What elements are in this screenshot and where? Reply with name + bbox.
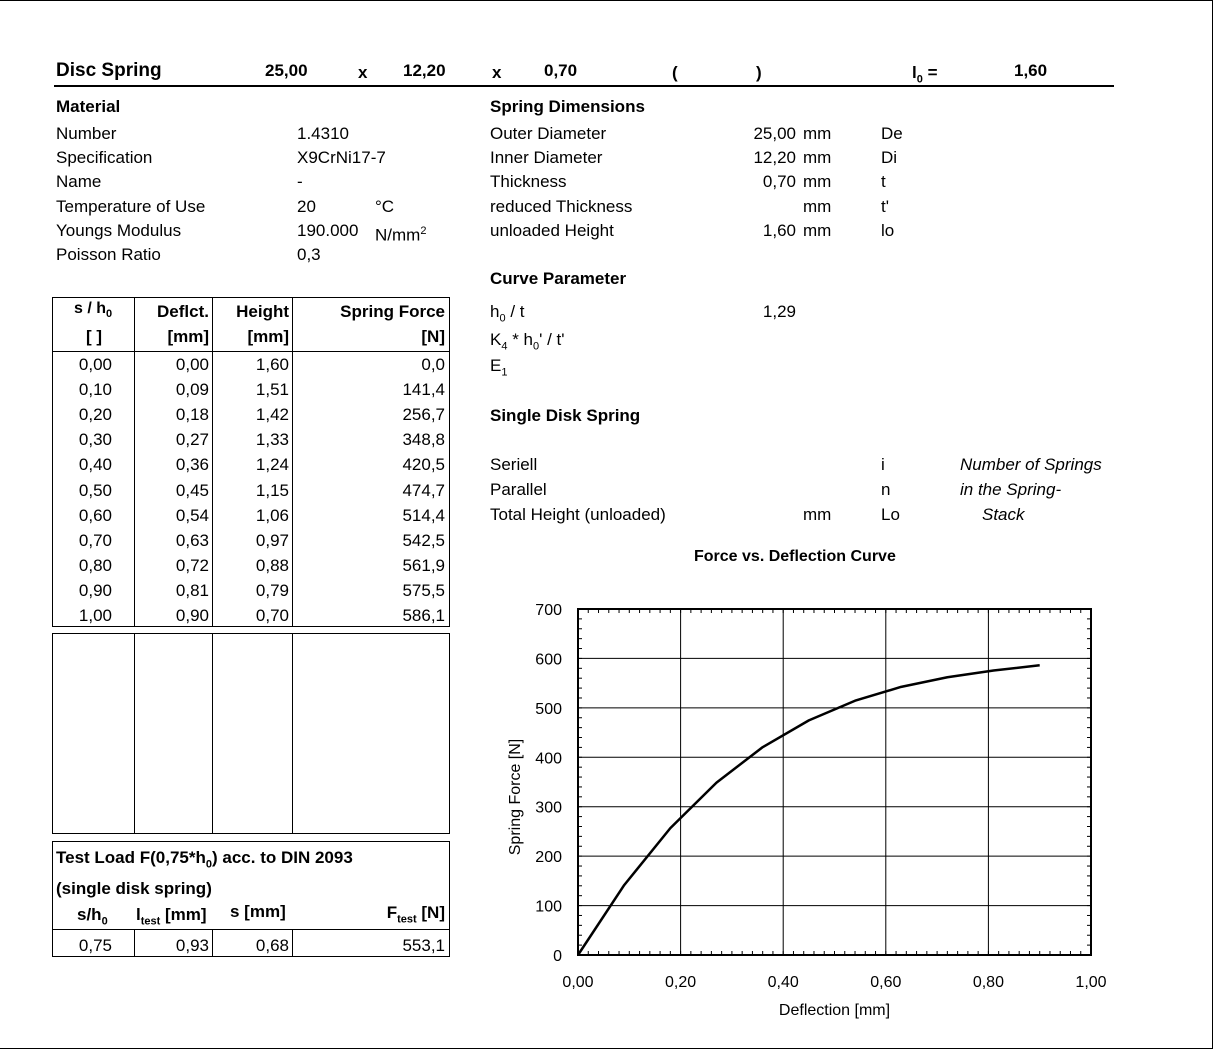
table-cell: 1,06 [255,505,289,525]
table-cell: 474,7 [402,480,445,500]
testload-value-ftest: 553,1 [402,936,445,955]
table-cell: 1,24 [255,455,289,475]
dimension-value: 0,70 [762,172,796,192]
table-cell: 420,5 [402,455,445,475]
table-cell: 0,36 [175,455,209,475]
single-symbol: n [881,480,891,499]
y-tick-label: 0 [553,948,562,965]
table-cell: 256,7 [402,405,445,425]
y-tick-label: 700 [535,602,562,619]
y-tick-label: 200 [535,849,562,867]
y-tick-label: 400 [535,750,562,768]
table-cell: 0,54 [175,505,209,525]
header-underline [54,85,1114,87]
testload-col-ftest: $F_{test}$ [N] [386,903,445,926]
table-cell: 348,8 [402,430,445,450]
table-cell: 0,18 [175,405,209,425]
dimension-unit: mm [803,196,832,216]
material-label: Youngs Modulus [56,220,182,240]
col-header-force: Spring Force [340,302,445,321]
table-cell: 0,0 [421,355,445,374]
table-cell: 0,72 [175,555,209,575]
material-heading: Material [56,97,121,116]
chart-title: Force vs. Deflection Curve [694,548,896,565]
header-outer: 25,00 [265,61,308,80]
col-header-deflection: Deflct. [157,302,209,321]
table-cell: 1,33 [255,430,289,450]
header-x1: x [358,63,368,82]
curve-e1-label: $E_1$ [490,356,508,379]
curve-h0t-value: 1,29 [762,302,796,321]
testload-title: Test Load $F(0,75*h_0)$ acc. to DIN 2093 [56,848,353,871]
testload-divider [52,929,450,930]
table-cell: 0,90 [175,606,209,625]
curve-heading: Curve Parameter [490,269,627,288]
curve-h0t-label: $h_0$ / t [490,302,525,325]
x-tick-label: 0,20 [665,974,697,991]
testload-value-s: 0,68 [255,936,289,955]
col-header-deflection-unit: [mm] [167,327,209,346]
dimension-symbol: De [881,124,903,143]
dimension-label: unloaded Height [490,220,614,240]
header-thickness: 0,70 [544,61,578,80]
table-cell: 0,40 [78,455,112,475]
x-tick-label: 0,40 [767,974,799,991]
dimension-symbol: Di [881,148,898,168]
dimension-label: Thickness [490,172,567,192]
table-cell: 0,00 [78,355,112,374]
dimension-symbol: t [881,172,886,192]
x-tick-label: 0,60 [870,974,902,991]
table-cell: 0,90 [78,580,112,600]
dimension-unit: mm [803,172,832,192]
dimension-unit: mm [803,148,832,168]
dimension-unit: mm [803,124,832,143]
material-value: 20 [297,196,316,216]
material-value: 1.4310 [297,124,349,143]
single-label: Total Height (unloaded) [490,505,666,524]
table-cell: 1,60 [255,355,289,374]
x-tick-label: 0,80 [972,974,1004,991]
material-value: X9CrNi17-7 [297,148,386,168]
testload-value-ltest: 0,93 [175,936,209,955]
x-tick-label: 0,00 [562,974,594,991]
table-cell: 0,70 [255,606,289,625]
dimension-label: Inner Diameter [490,148,603,168]
table-cell: 1,00 [78,606,112,625]
dimension-unit: mm [803,220,832,240]
col-header-s-h0: s / $h_0$ [74,300,113,321]
testload-col-ltest: $l_{test}$ [mm] [136,905,207,928]
col-header-force-unit: [N] [421,327,445,346]
table-cell: 0,27 [175,430,209,450]
table-cell: 0,45 [175,480,209,500]
table-cell: 0,30 [78,430,112,450]
dimension-value: 25,00 [753,124,796,143]
table-cell: 0,10 [78,380,112,400]
single-symbol: i [881,455,885,474]
single-label: Seriell [490,455,538,474]
y-axis-label: Spring Force [N] [507,738,524,856]
dimensions-heading: Spring Dimensions [490,97,645,116]
dimension-label: reduced Thickness [490,196,633,216]
dimension-value: 12,20 [753,148,796,168]
y-tick-label: 300 [535,799,562,817]
force-curve-line [578,665,1040,955]
dimension-label: Outer Diameter [490,124,607,143]
empty-table-col-divider [212,633,213,834]
single-note: Stack [982,505,1025,524]
empty-table [52,633,450,834]
curve-k4-label: $K_4 * h_0'$ / t' [490,330,565,353]
single-note: in the Spring- [960,480,1062,499]
testload-col-s: s [mm] [230,902,286,921]
table-cell: 141,4 [402,380,445,400]
material-unit: °C [375,196,395,216]
table-cell: 0,80 [78,555,112,575]
material-label: Temperature of Use [56,196,206,216]
single-heading: Single Disk Spring [490,406,641,425]
values-table-header-divider [52,351,450,352]
table-cell: 0,63 [175,530,209,550]
col-header-s-h0-unit: [ ] [86,327,103,346]
table-cell: 586,1 [402,606,445,625]
testload-subtitle: (single disk spring) [56,879,212,898]
col-header-height: Height [236,302,289,321]
table-cell: 0,09 [175,380,209,400]
empty-table-col-divider [292,633,293,834]
header-title: Disc Spring [56,60,162,81]
table-cell: 561,9 [402,555,445,575]
table-cell: 0,79 [255,580,289,600]
table-cell: 0,50 [78,480,112,500]
header-paren-close: ) [756,63,762,82]
y-tick-label: 600 [535,651,562,669]
header-lo-value: 1,60 [1014,61,1048,80]
table-cell: 0,60 [78,505,112,525]
single-note: Number of Springs [960,455,1102,474]
table-cell: 575,5 [402,580,445,600]
table-cell: 0,20 [78,405,112,425]
header-inner: 12,20 [403,61,446,80]
header-x2: x [492,63,502,82]
single-symbol: Lo [881,505,900,524]
material-value: - [297,172,303,192]
single-label: Parallel [490,480,547,499]
material-label: Specification [56,148,153,168]
dimension-symbol: t' [881,196,889,216]
material-label: Number [56,124,117,143]
col-header-height-unit: [mm] [247,327,289,346]
material-label: Name [56,172,102,192]
y-tick-label: 100 [535,898,562,916]
table-cell: 542,5 [402,530,445,550]
testload-value-s-h0: 0,75 [78,936,112,955]
material-value: 190.000 [297,220,359,240]
table-cell: 0,00 [175,355,209,374]
table-cell: 0,81 [175,580,209,600]
table-cell: 514,4 [402,505,445,525]
material-unit: $N/mm^2$ [375,224,427,245]
force-deflection-chart [490,590,1130,1030]
table-cell: 1,15 [255,480,289,500]
empty-table-col-divider [134,633,135,834]
table-cell: 0,97 [255,530,289,550]
dimension-symbol: lo [881,220,895,240]
plot-area [578,609,1091,955]
table-cell: 1,51 [255,380,289,400]
single-unit: mm [803,505,832,524]
dimension-value: 1,60 [762,220,796,240]
material-value: 0,3 [297,245,321,264]
table-cell: 1,42 [255,405,289,425]
header-lo-label: $l_0$ = [912,63,938,86]
table-cell: 0,70 [78,530,112,550]
material-label: Poisson Ratio [56,245,161,264]
x-axis-label: Deflection [mm] [778,1002,891,1019]
x-tick-label: 1,00 [1075,974,1107,991]
header-paren-open: ( [672,63,678,82]
table-cell: 0,88 [255,555,289,575]
y-tick-label: 500 [535,700,562,718]
testload-col-s-h0: $s/h_0$ [77,905,108,928]
